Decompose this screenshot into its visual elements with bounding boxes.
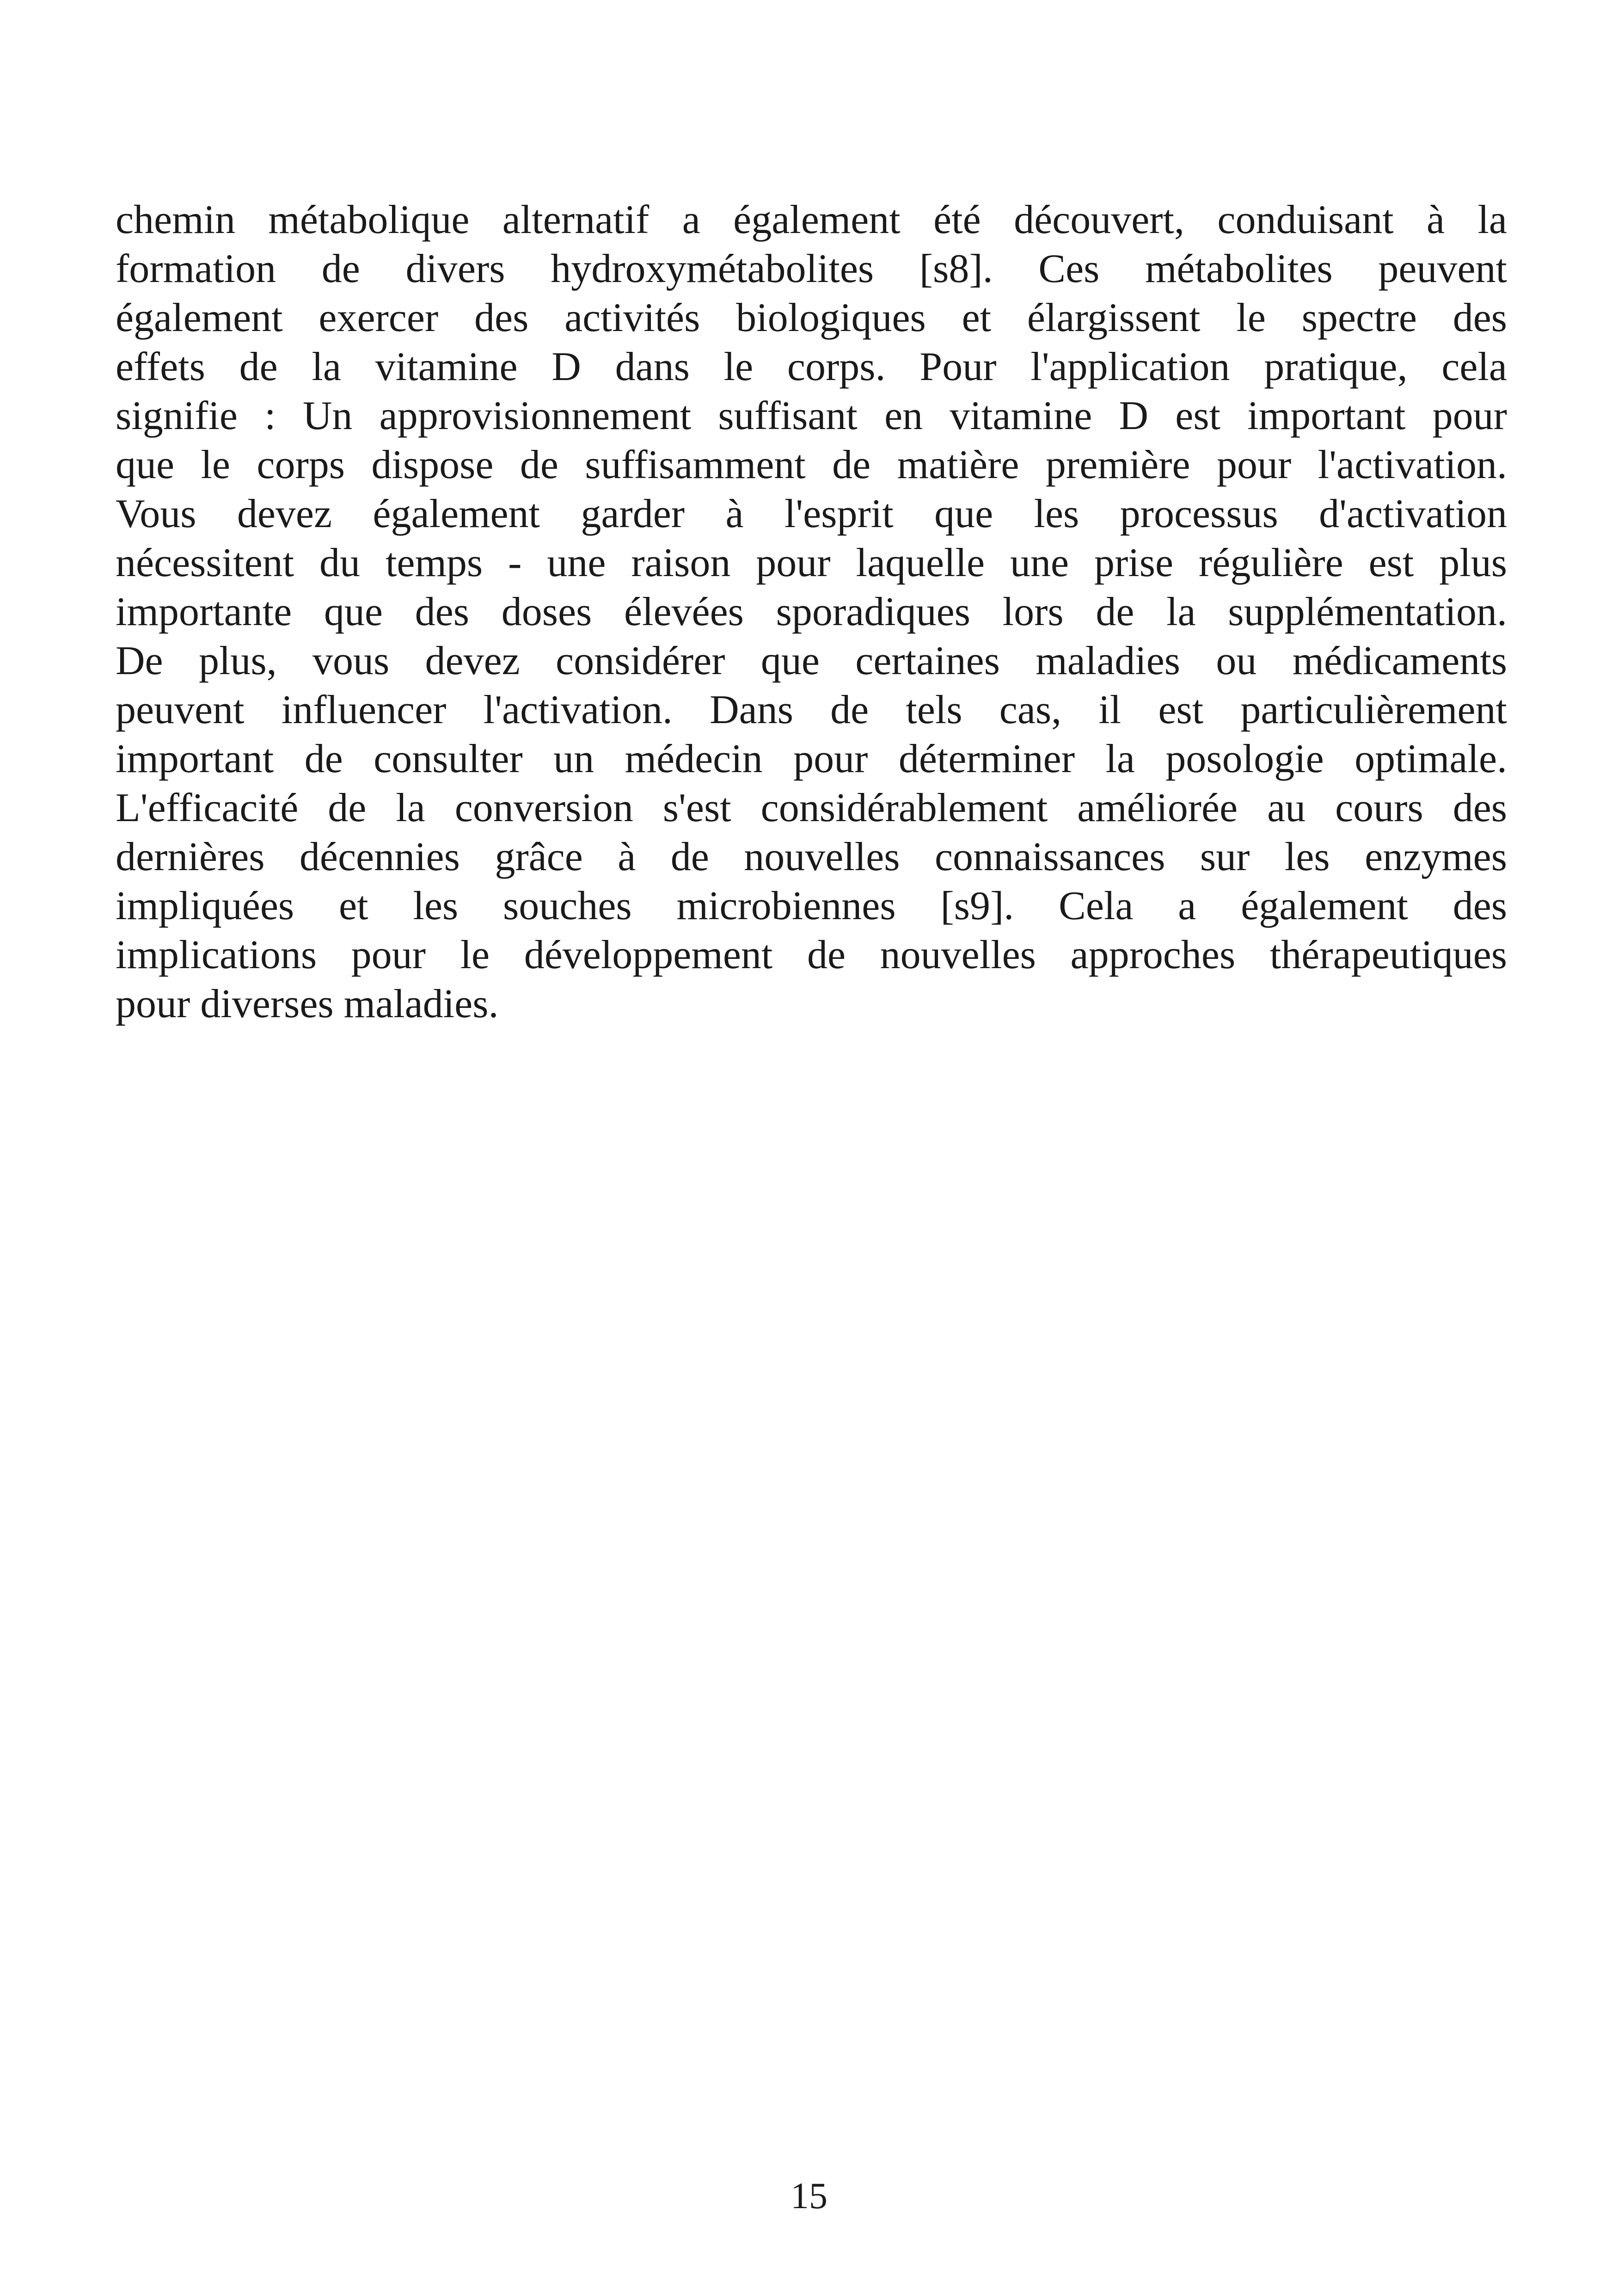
text-line: important de consulter un médecin pour déterminer la posologie optimale. — [116, 737, 1507, 781]
text-line: De plus, vous devez considérer que certaines maladies ou médicaments — [116, 638, 1507, 683]
text-line: L'efficacité de la conversion s'est considérablement améliorée au cours des — [116, 786, 1507, 830]
text-line: dernières décennies grâce à de nouvelles connaissances sur les enzymes — [116, 835, 1507, 879]
body-paragraph — [116, 196, 1507, 1029]
text-line: nécessitent du temps - une raison pour laquelle une prise régulière est plus — [116, 540, 1507, 585]
text-line: également exercer des activités biologiques et élargissent le spectre des — [116, 295, 1507, 340]
text-line: Vous devez également garder à l'esprit que les processus d'activation — [116, 491, 1507, 536]
text-line: chemin métabolique alternatif a également été découvert, conduisant à la — [116, 197, 1507, 242]
text-line: implications pour le développement de nouvelles approches thérapeutiques — [116, 933, 1507, 977]
text-line: impliquées et les souches microbiennes [s9]. Cela a également des — [116, 884, 1507, 928]
text-line: que le corps dispose de suffisamment de matière première pour l'activation. — [116, 442, 1507, 487]
text-line: formation de divers hydroxymétabolites [s8]. Ces métabolites peuvent — [116, 246, 1507, 291]
text-line: pour diverses maladies. — [116, 982, 499, 1026]
text-line: importante que des doses élevées sporadiques lors de la supplémentation. — [116, 589, 1507, 634]
page-number: 15 — [791, 2176, 827, 2216]
text-line: peuvent influencer l'activation. Dans de tels cas, il est particulièrement — [116, 688, 1507, 732]
text-line: signifie : Un approvisionnement suffisant en vitamine D est important pour — [116, 393, 1507, 438]
text-line: effets de la vitamine D dans le corps. Pour l'application pratique, cela — [116, 344, 1507, 389]
